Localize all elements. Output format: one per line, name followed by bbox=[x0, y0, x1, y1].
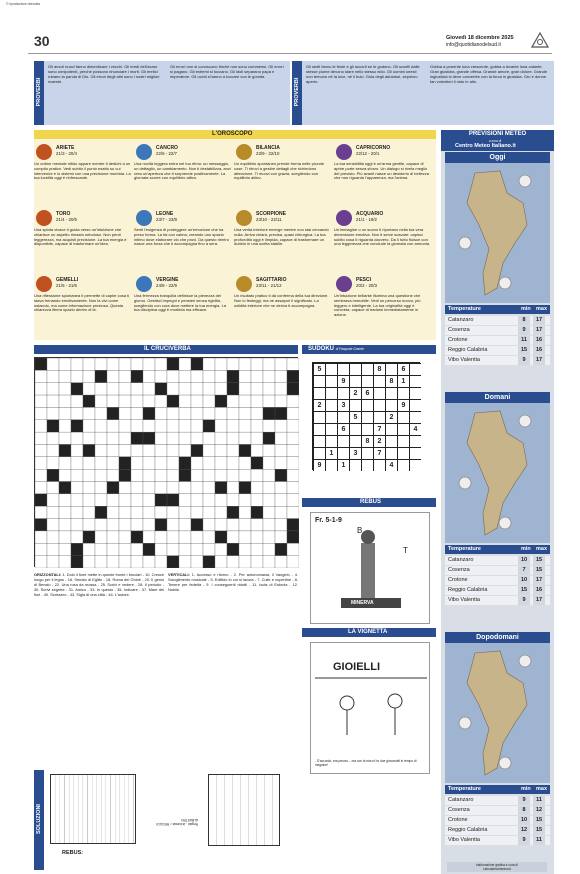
sign-text: Una fermezza tranquilla definisce la pienezza del giorno. Gestisci impegni e pensieri senza rigidità, scegliendo con cura dove mettere la tua energia. La tua disciplina oggi è morbida ma efficace. bbox=[134, 294, 227, 313]
sign-name: ARIETE bbox=[56, 145, 75, 151]
sudoku-grid[interactable] bbox=[312, 362, 420, 470]
sudoku-cell[interactable] bbox=[385, 447, 397, 459]
svg-text:T: T bbox=[403, 546, 408, 555]
sudoku-cell[interactable] bbox=[373, 387, 385, 399]
sign-text: Un risultato pratico ti dà conferma della tua direzione. Non lo festeggi, ma ne assapori il significato. La solidità interiore che ne deriva ti accompagna. bbox=[234, 294, 329, 308]
calabria-map bbox=[445, 643, 550, 783]
sign-text: Un'immagine o un suono ti riportano nella tua vera dimensione emotiva. Non ti serve scavare: capisci subito cosa ti riguarda davvero. Da lì tutto fluisce con una leggerezza che conclude la giornata con armonia. bbox=[334, 228, 431, 247]
sudoku-cell[interactable] bbox=[385, 423, 397, 435]
temp-max: 16 bbox=[533, 346, 545, 355]
vignetta-sign: GIOIELLI bbox=[333, 661, 381, 673]
temp-min: 8 bbox=[518, 806, 530, 815]
oroscopo-sign-pesci bbox=[334, 274, 432, 338]
temp-max: 15 bbox=[533, 566, 545, 575]
sign-date: 21/1 - 19/2 bbox=[356, 217, 377, 222]
temp-max: 16 bbox=[533, 586, 545, 595]
oroscopo-title-bar bbox=[34, 130, 436, 139]
temp-max: 17 bbox=[533, 326, 545, 335]
sudoku-cell[interactable]: 5 bbox=[313, 363, 325, 375]
city-name: Vibo Valentia bbox=[448, 837, 480, 843]
oroscopo-sign-bilancia bbox=[234, 142, 332, 206]
top-note: © riproduzione riservata bbox=[6, 2, 40, 6]
sign-text: Un equilibrio spontaneo prende forma nelle piccole cose. Ti ritrovi a gestire dettagli che richiedono attenzione. Ti muovi con grazia, scegliendo con equilibrio attivo. bbox=[234, 162, 325, 181]
sudoku-cell[interactable] bbox=[313, 375, 325, 387]
sign-name: ACQUARIO bbox=[356, 211, 384, 217]
sudoku-cell[interactable] bbox=[373, 375, 385, 387]
sign-date: 22/12 - 20/1 bbox=[356, 151, 380, 156]
sudoku-author: di Pasquale Grande bbox=[335, 347, 364, 351]
sudoku-cell[interactable] bbox=[337, 387, 349, 399]
sudoku-cell[interactable] bbox=[325, 423, 337, 435]
sudoku-cell[interactable] bbox=[349, 399, 361, 411]
header-rule bbox=[28, 53, 552, 54]
sudoku-cell[interactable] bbox=[349, 435, 361, 447]
sudoku-cell[interactable] bbox=[337, 435, 349, 447]
sudoku-cell[interactable] bbox=[349, 423, 361, 435]
sudoku-title-bar bbox=[302, 345, 436, 354]
zodiac-toro-icon bbox=[36, 210, 52, 226]
city-name: Crotone bbox=[448, 337, 468, 343]
sudoku-cell[interactable] bbox=[409, 399, 421, 411]
temp-min: 9 bbox=[518, 326, 530, 335]
temp-max: 15 bbox=[533, 826, 545, 835]
city-name: Reggio Calabria bbox=[448, 587, 488, 593]
sudoku-cell[interactable]: 3 bbox=[349, 447, 361, 459]
temp-min: 11 bbox=[518, 336, 530, 345]
sudoku-cell[interactable] bbox=[397, 423, 409, 435]
sudoku-cell[interactable] bbox=[397, 387, 409, 399]
sign-date: 22/6 - 22/7 bbox=[156, 151, 177, 156]
meteo-panel-2 bbox=[445, 632, 550, 854]
rebus-title-bar bbox=[302, 498, 436, 507]
sudoku-cell[interactable] bbox=[409, 387, 421, 399]
oroscopo-sign-sagittario bbox=[234, 274, 332, 338]
temperature-row bbox=[445, 316, 550, 325]
sudoku-cell[interactable] bbox=[337, 411, 349, 423]
proverbi-box-right bbox=[292, 61, 554, 125]
sudoku-cell[interactable] bbox=[409, 435, 421, 447]
temperature-row bbox=[445, 806, 550, 815]
cruciverba-title: IL CRUCIVERBA bbox=[144, 346, 191, 352]
vignetta-drawing-icon bbox=[311, 643, 431, 755]
sudoku-cell[interactable] bbox=[373, 459, 385, 471]
sign-date: 23/7 - 23/8 bbox=[156, 217, 177, 222]
sign-date: 21/5 - 21/6 bbox=[56, 283, 77, 288]
vignetta-box bbox=[310, 642, 430, 774]
meteo-day-label: Domani bbox=[445, 392, 550, 403]
sudoku-cell[interactable] bbox=[325, 375, 337, 387]
temp-max: 17 bbox=[533, 356, 545, 365]
temperature-row bbox=[445, 566, 550, 575]
sign-name: CAPRICORNO bbox=[356, 145, 391, 151]
oroscopo-sign-ariete bbox=[34, 142, 132, 206]
city-name: Reggio Calabria bbox=[448, 347, 488, 353]
meteo-panel-0 bbox=[445, 152, 550, 374]
proverbi-left-col2: Gli errori non si conoscono finché non sono commessi. Gli errori si pagano. Gli estremi si toccano. Gli idoli separano papa e imperatore. Gli occhi s'hanno a toccare con le gomita. bbox=[170, 64, 284, 79]
sudoku-cell[interactable] bbox=[409, 459, 421, 471]
city-name: Crotone bbox=[448, 817, 468, 823]
cruciverba-title-bar bbox=[34, 345, 298, 354]
sudoku-cell[interactable] bbox=[409, 363, 421, 375]
sudoku-cell[interactable] bbox=[361, 459, 373, 471]
city-name: Catanzaro bbox=[448, 317, 474, 323]
sign-text: Una novità leggera entra nel tuo ritmo: un messaggio, un dettaglio, un cambiamento. Non ti destabilizza, anzi crea un'apertura che ti sorprende positivamente. La giornata scorre con equilibrio attivo. bbox=[134, 162, 231, 181]
oroscopo-sign-cancro bbox=[134, 142, 232, 206]
temp-min: 9 bbox=[518, 796, 530, 805]
city-name: Crotone bbox=[448, 577, 468, 583]
meteo-panel-1 bbox=[445, 392, 550, 614]
sign-date: 23/9 - 22/10 bbox=[256, 151, 280, 156]
oroscopo-sign-leone bbox=[134, 208, 232, 272]
temp-max: 17 bbox=[533, 576, 545, 585]
sign-name: TORO bbox=[56, 211, 71, 217]
rebus-box bbox=[310, 512, 430, 624]
sign-name: SAGITTARIO bbox=[256, 277, 287, 283]
temperature-row bbox=[445, 816, 550, 825]
sudoku-cell[interactable] bbox=[373, 399, 385, 411]
sudoku-cell[interactable]: 2 bbox=[385, 411, 397, 423]
sudoku-cell[interactable]: 5 bbox=[349, 411, 361, 423]
sudoku-cell[interactable] bbox=[397, 411, 409, 423]
sudoku-cell[interactable] bbox=[349, 375, 361, 387]
sign-name: PESCI bbox=[356, 277, 372, 283]
temp-max: 17 bbox=[533, 596, 545, 605]
zodiac-acquario-icon bbox=[336, 210, 352, 226]
sudoku-cell[interactable]: 2 bbox=[373, 435, 385, 447]
oroscopo-sign-acquario bbox=[334, 208, 432, 272]
verticali-clues: VERTICALI: 1. Accesso e ritorno - 2. Per antonomasia, il Vangelo - 4. Scioglimento musicale - 5. Edificio in cui si lavora - 7. Culle e copertine - 8. Tenere per fedeltà - 9. I conseguenti ridotti - 11. Isola di Estonia - 12. Nobile. bbox=[168, 572, 298, 592]
sudoku-cell[interactable]: 9 bbox=[397, 399, 409, 411]
meteo-source: Centro Meteo Italiano.it bbox=[455, 143, 516, 149]
sudoku-cell[interactable] bbox=[397, 459, 409, 471]
sudoku-cell[interactable] bbox=[313, 423, 325, 435]
temp-min: 8 bbox=[518, 316, 530, 325]
zodiac-ariete-icon bbox=[36, 144, 52, 160]
city-name: Reggio Calabria bbox=[448, 827, 488, 833]
page-number: 30 bbox=[34, 33, 50, 49]
sudoku-cell[interactable] bbox=[385, 363, 397, 375]
orizzontali-clues: ORIZZONTALI: 1. Dolo il fiore mette in queste fronte i bruciari - 10. Cresce lungo per il legno - 16. Senato di Egitto - 18. Roma del Ghinè - 20. Il genio di Benalo - 22. Una rosa da mossa - 25. Scrivi e vedere - 28. Il periodo - 30. Scrivi segrete - 31. Amico - 33. In questo - 35. Indicare - 37. Mare dei fiori - 40. Scrissero - 43. Sigla di una città - 44. L'autore. bbox=[34, 572, 164, 597]
city-name: Cosenza bbox=[448, 807, 470, 813]
svg-text:B: B bbox=[357, 526, 363, 535]
sign-text: Una spinta vivace ti guida verso un'intuizione che chiarisce un aspetto rimasto nebuloso. Non perdi leggerezza, ma acquisti precisione. La tua energia è disponibile, capace di trasformare un'idea. bbox=[34, 228, 127, 247]
zodiac-sagittario-icon bbox=[236, 276, 252, 292]
rebus-title: REBUS bbox=[360, 499, 382, 505]
sudoku-cell[interactable] bbox=[385, 387, 397, 399]
sign-name: BILANCIA bbox=[256, 145, 280, 151]
city-name: Vibo Valentia bbox=[448, 597, 480, 603]
proverbi-left-col1: Gli amori nuovi fanno dimenticare i vecchi. Gli eredi dell'avaro sono onnipotenti, perché possono rinunciare i morti. Gli eretici rubano la parola di Dio. Gli errori degli altri sono i nostri migliori maestri. bbox=[48, 64, 160, 84]
sudoku-cell[interactable] bbox=[325, 363, 337, 375]
sign-name: VERGINE bbox=[156, 277, 179, 283]
sudoku-cell[interactable]: 9 bbox=[337, 375, 349, 387]
temp-max: 11 bbox=[533, 836, 545, 845]
temperature-row bbox=[445, 556, 550, 565]
oroscopo-sign-vergine bbox=[134, 274, 232, 338]
rebus-code: Fr. 5-1-9 bbox=[315, 517, 342, 524]
crossword-grid[interactable] bbox=[34, 357, 298, 567]
city-name: Catanzaro bbox=[448, 797, 474, 803]
sudoku-cell[interactable] bbox=[361, 363, 373, 375]
oroscopo-sign-gemelli bbox=[34, 274, 132, 338]
calabria-map bbox=[445, 403, 550, 543]
city-name: Vibo Valentia bbox=[448, 357, 480, 363]
sudoku-cell[interactable] bbox=[397, 435, 409, 447]
sudoku-cell[interactable]: 2 bbox=[349, 387, 361, 399]
temperature-row bbox=[445, 576, 550, 585]
zodiac-pesci-icon bbox=[336, 276, 352, 292]
temperature-row bbox=[445, 586, 550, 595]
sudoku-cell[interactable] bbox=[349, 363, 361, 375]
proverbi-right-col2: Gobba a ponente luna crescente, gobba a levante luna calante. Gran giustizia, grande offesa. Grande amore, gran dolore. Grande ingiustizia si deve convertire con la forza in giustizia. Gru e donne fan volentieri il nido in alto. bbox=[430, 64, 548, 84]
temperature-row bbox=[445, 826, 550, 835]
temp-min: 9 bbox=[518, 836, 530, 845]
sudoku-cell[interactable] bbox=[361, 411, 373, 423]
temperature-row bbox=[445, 356, 550, 365]
zodiac-bilancia-icon bbox=[236, 144, 252, 160]
meteo-title-bar: PREVISIONI METEO bbox=[441, 130, 554, 139]
sign-text: Una verità interiore emerge mentre non stai cercando nulla. Arriva chiara, precisa, quasi chirurgica. La tua profondità oggi è limpida, capace di trasformare un dubbio in una scelta stabile. bbox=[234, 228, 329, 247]
sudoku-cell[interactable] bbox=[361, 399, 373, 411]
sudoku-cell[interactable]: 7 bbox=[373, 423, 385, 435]
sudoku-cell[interactable] bbox=[385, 399, 397, 411]
sudoku-cell[interactable]: 2 bbox=[313, 399, 325, 411]
sudoku-cell[interactable] bbox=[409, 411, 421, 423]
temperature-header: Temperature min max bbox=[445, 305, 550, 314]
sign-name: CANCRO bbox=[156, 145, 178, 151]
temp-min: 15 bbox=[518, 346, 530, 355]
temp-max: 12 bbox=[533, 806, 545, 815]
sign-name: SCORPIONE bbox=[256, 211, 287, 217]
sudoku-cell[interactable]: 9 bbox=[313, 459, 325, 471]
newspaper-logo-icon bbox=[531, 32, 549, 48]
soluzioni-crossword bbox=[50, 774, 136, 844]
header-date: Giovedì 18 dicembre 2025 bbox=[446, 35, 514, 41]
soluzioni-rebus-label: REBUS: bbox=[62, 850, 84, 856]
sudoku-cell[interactable]: 1 bbox=[397, 375, 409, 387]
zodiac-capricorno-icon bbox=[336, 144, 352, 160]
meteo-source-bar bbox=[441, 139, 554, 151]
sign-date: 21/3 - 20/4 bbox=[56, 151, 77, 156]
city-name: Cosenza bbox=[448, 327, 470, 333]
sign-date: 24/8 - 22/9 bbox=[156, 283, 177, 288]
sudoku-cell[interactable] bbox=[397, 447, 409, 459]
sudoku-cell[interactable] bbox=[313, 411, 325, 423]
sudoku-title: SUDOKU bbox=[308, 346, 335, 352]
sign-text: Un'intuizione brillante illumina una questione che sembrava immobile. Vedi un percorso nuovo, più leggero e intelligente. La tua originalità oggi è concreta, capace di tradursi immediatamente in azione. bbox=[334, 294, 421, 318]
temp-min: 10 bbox=[518, 556, 530, 565]
sudoku-cell[interactable] bbox=[325, 387, 337, 399]
sign-text: Senti l'esigenza di proteggere un'emozione che ha preso forma. La fai con calma, creando uno spazio intimo dove elaborare ciò che provi. Da questo rientro nasce una forza che ti accompagna fino a sera. bbox=[134, 228, 229, 247]
sign-date: 23/11 - 21/12 bbox=[256, 283, 282, 288]
meteo-day-label: Dopodomani bbox=[445, 632, 550, 643]
zodiac-cancro-icon bbox=[136, 144, 152, 160]
soluzioni-rebus-answer: Regalo - la banda = REGA DI ALBASTRO bbox=[156, 818, 198, 826]
sudoku-cell[interactable] bbox=[337, 363, 349, 375]
temp-max: 17 bbox=[533, 316, 545, 325]
zodiac-gemelli-icon bbox=[36, 276, 52, 292]
sudoku-cell[interactable]: 6 bbox=[337, 423, 349, 435]
meteo-day-label: Oggi bbox=[445, 152, 550, 163]
meteo-credit: elaborazione grafica a cura di Labcalarivoltanina.it bbox=[447, 862, 547, 872]
sudoku-cell[interactable] bbox=[325, 435, 337, 447]
temperature-row bbox=[445, 796, 550, 805]
calabria-map bbox=[445, 163, 550, 303]
sudoku-cell[interactable]: 4 bbox=[385, 459, 397, 471]
sign-date: 21/4 - 20/5 bbox=[56, 217, 77, 222]
temperature-row bbox=[445, 336, 550, 345]
sign-name: LEONE bbox=[156, 211, 174, 217]
temp-min: 15 bbox=[518, 586, 530, 595]
sign-date: 23/10 - 22/11 bbox=[256, 217, 282, 222]
temp-min: 9 bbox=[518, 596, 530, 605]
sudoku-cell[interactable] bbox=[313, 387, 325, 399]
temp-min: 10 bbox=[518, 576, 530, 585]
sudoku-cell[interactable] bbox=[361, 447, 373, 459]
zodiac-vergine-icon bbox=[136, 276, 152, 292]
temp-max: 15 bbox=[533, 816, 545, 825]
sign-date: 20/2 - 20/3 bbox=[356, 283, 377, 288]
temp-min: 12 bbox=[518, 826, 530, 835]
sign-name: GEMELLI bbox=[56, 277, 79, 283]
sudoku-cell[interactable] bbox=[349, 459, 361, 471]
sudoku-cell[interactable] bbox=[385, 435, 397, 447]
sudoku-cell[interactable]: 6 bbox=[397, 363, 409, 375]
sudoku-cell[interactable] bbox=[325, 459, 337, 471]
zodiac-leone-icon bbox=[136, 210, 152, 226]
sudoku-cell[interactable] bbox=[337, 447, 349, 459]
oroscopo-title: L'OROSCOPO bbox=[212, 131, 253, 137]
temperature-row bbox=[445, 836, 550, 845]
sudoku-cell[interactable]: 3 bbox=[337, 399, 349, 411]
rebus-label: MINERVA bbox=[351, 600, 374, 606]
proverbi-right-col1: Gli stolti fanno le feste e gli accorti se le godono. Gli uccelli dalle stesse piume devono stare nello stesso nido. Gli uomini onesti non temono né la luce, né il buio. Gola degli adulatori, sepolcro aperto. bbox=[306, 64, 420, 84]
sudoku-cell[interactable] bbox=[373, 411, 385, 423]
temperature-row bbox=[445, 326, 550, 335]
soluzioni-sudoku bbox=[208, 774, 280, 846]
temp-max: 11 bbox=[533, 796, 545, 805]
soluzioni-side-bar: SOLUZIONI bbox=[34, 770, 44, 870]
oroscopo-sign-capricorno bbox=[334, 142, 432, 206]
temperature-header: Temperature min max bbox=[445, 785, 550, 794]
sudoku-cell[interactable] bbox=[313, 435, 325, 447]
sudoku-cell[interactable] bbox=[325, 399, 337, 411]
sudoku-cell[interactable]: 4 bbox=[409, 423, 421, 435]
sign-text: La tua sensibilità oggi è un'arma gentile, capace di aprire porte senza sforzo. Un dialogo si rivela meglio del previsto. Più avanti nasce un desiderio di bellezza che non riguarda l'apparenza, ma l'anima. bbox=[334, 162, 429, 181]
temp-max: 16 bbox=[533, 336, 545, 345]
sudoku-cell[interactable] bbox=[325, 411, 337, 423]
temp-max: 15 bbox=[533, 556, 545, 565]
vignetta-title: LA VIGNETTA bbox=[348, 629, 388, 635]
city-name: Cosenza bbox=[448, 567, 470, 573]
temp-min: 9 bbox=[518, 356, 530, 365]
sudoku-cell[interactable]: 8 bbox=[373, 363, 385, 375]
proverbi-label-right: PROVERBI bbox=[292, 61, 302, 125]
sudoku-cell[interactable]: 6 bbox=[361, 387, 373, 399]
rebus-drawing-icon bbox=[311, 513, 431, 625]
temperature-header: Temperature min max bbox=[445, 545, 550, 554]
city-name: Catanzaro bbox=[448, 557, 474, 563]
meteo-source-small: a cura di bbox=[489, 139, 502, 143]
sudoku-cell[interactable]: 1 bbox=[337, 459, 349, 471]
proverbi-label-left: PROVERBI bbox=[34, 61, 44, 125]
zodiac-scorpione-icon bbox=[236, 210, 252, 226]
vignetta-caption: - D'accordo, era prezzo... ma con la mia ei ho due giovanotti in tempo di ineguine! bbox=[315, 759, 417, 767]
temp-min: 7 bbox=[518, 566, 530, 575]
sudoku-cell[interactable] bbox=[361, 423, 373, 435]
header-email: info@quotidianodelsud.it bbox=[446, 42, 501, 48]
oroscopo-sign-toro bbox=[34, 208, 132, 272]
proverbi-box-left bbox=[34, 61, 290, 125]
temperature-row bbox=[445, 346, 550, 355]
sudoku-cell[interactable] bbox=[409, 375, 421, 387]
temperature-row bbox=[445, 596, 550, 605]
sudoku-cell[interactable]: 8 bbox=[385, 375, 397, 387]
sign-text: Un ordine mentale nitido appare mentre ti dedichi a un compito pratico. Vedi subito il punto esatto su cui intervenire e lo sistemi con una precisione morbida. La tua lucidità oggi è rinfrescante. bbox=[34, 162, 131, 181]
sudoku-cell[interactable]: 1 bbox=[325, 447, 337, 459]
sudoku-cell[interactable] bbox=[313, 447, 325, 459]
sudoku-cell[interactable] bbox=[361, 375, 373, 387]
sudoku-cell[interactable] bbox=[409, 447, 421, 459]
oroscopo-sign-scorpione bbox=[234, 208, 332, 272]
sudoku-cell[interactable]: 7 bbox=[373, 447, 385, 459]
vignetta-title-bar bbox=[302, 628, 436, 637]
temp-min: 10 bbox=[518, 816, 530, 825]
sudoku-cell[interactable]: 8 bbox=[361, 435, 373, 447]
sign-text: Una riflessione spontanea ti permette di capire cosa ti stava frenando emotivamente. Non la vivi come ostacolo, ma come informazione preziosa. Questa chiarezza libera spazio dentro di te. bbox=[34, 294, 130, 313]
